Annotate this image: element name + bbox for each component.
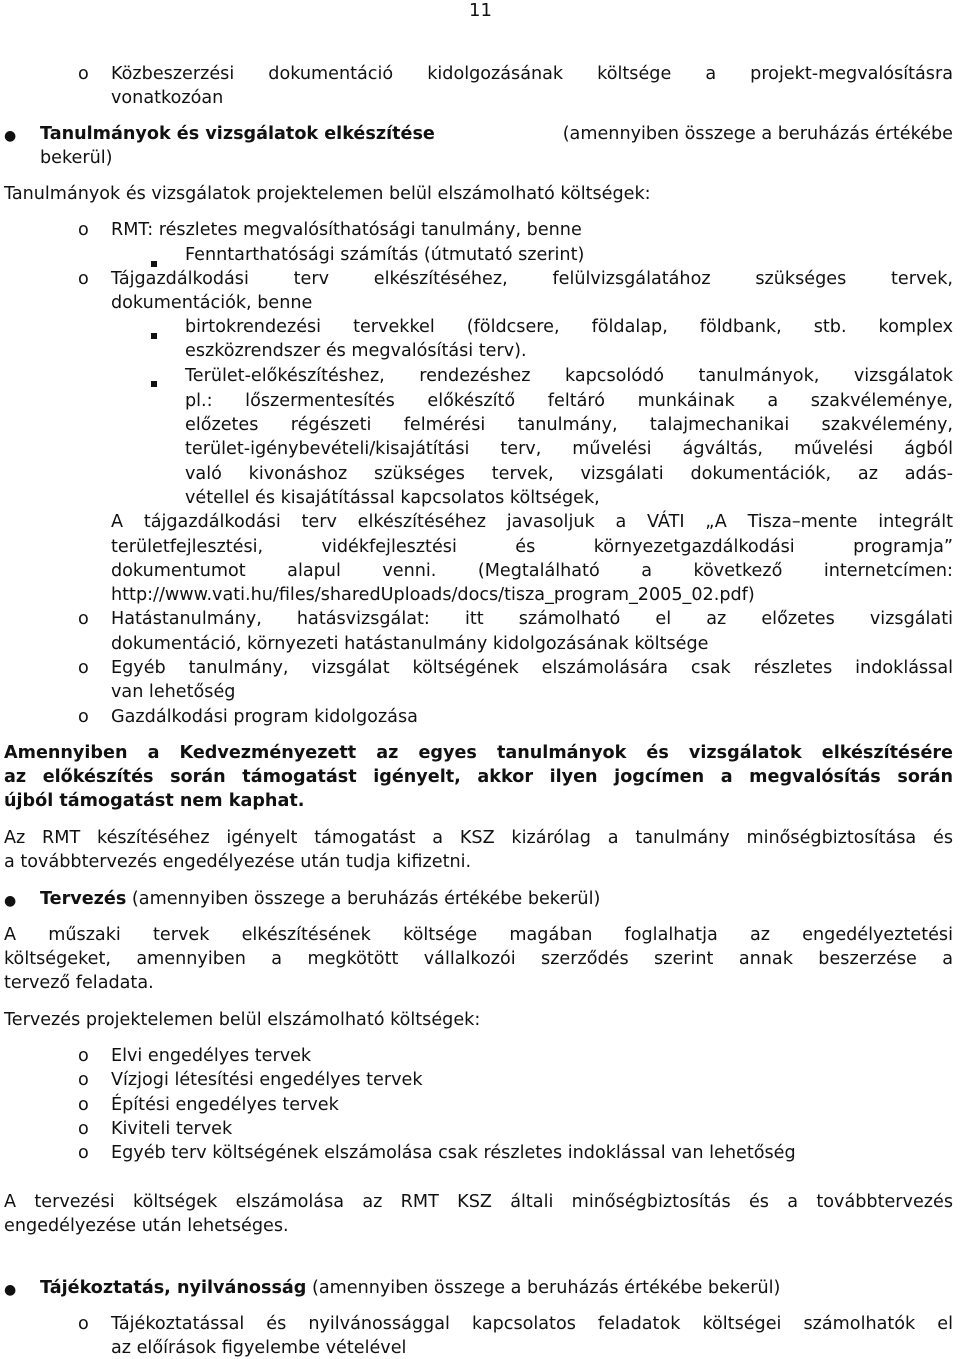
gazdalkodasi-item: Gazdálkodási program kidolgozása [111,707,418,727]
terulet-line-5: való kivonáshoz szükséges tervek, vizsgálati dokumentációk, az adás- [185,464,953,484]
birtokrendezesi-line-1: birtokrendezési tervekkel (földcsere, földalap, földbank, stb. komplex [185,317,953,337]
tervezes-title-bold: Tervezés [40,889,127,909]
square-bullet-icon [151,372,157,392]
tervezes-item: Elvi engedélyes tervek [111,1046,312,1066]
list-marker-circle: o [78,1095,89,1115]
hatastanulmany-line-1: Hatástanulmány, hatásvizsgálat: itt számolható el az előzetes vizsgálati [111,609,953,629]
list-marker-circle: o [78,269,89,289]
list-marker-circle: o [78,707,89,727]
vati-url: http://www.vati.hu/files/sharedUploads/docs/tisza_program_2005_02.pdf) [111,585,755,605]
tervezes-paragraph-line-1: A műszaki tervek elkészítésének költsége magában foglalhatja az engedélyeztetési [4,925,953,945]
vati-line-1: A tájgazdálkodási terv elkészítéséhez javasoljuk a VÁTI „A Tisza–mente integrált [111,512,953,532]
terulet-line-6: vétellel és kisajátítással kapcsolatos költségek, [185,488,600,508]
tervezes-item: Vízjogi létesítési engedélyes tervek [111,1070,423,1090]
fenntarthatosag-item: Fenntarthatósági számítás (útmutató szerint) [185,245,585,265]
tajekoztatas-title-rest: (amennyiben összege a beruházás értékébe bekerül) [311,1278,781,1298]
list-marker-circle: o [78,1070,89,1090]
rmt-item: RMT: részletes megvalósíthatósági tanulmány, benne [111,220,582,240]
list-marker-circle: o [78,658,89,678]
tervezes-item: Kiviteli tervek [111,1119,233,1139]
list-marker-circle: o [78,220,89,240]
tervezes-paragraph-line-2: költségeket, amennyiben a megkötött vállalkozói szerződés szerint annak beszerzése a [4,949,953,969]
tervezes-closing-line-2: engedélyezése után lehetséges. [4,1216,289,1236]
tajekoztatas-item-line-1: Tájékoztatással és nyilvánossággal kapcsolatos feladatok költségei számolhatók el [111,1314,953,1334]
rmt-paragraph-line-1: Az RMT készítéséhez igényelt támogatást a KSZ kizárólag a tanulmány minőségbiztosítása és [4,828,953,848]
square-bullet-icon [151,324,157,344]
vati-line-3: dokumentumot alapul venni. (Megtalálható a következő internetcímen: [111,561,953,581]
list-marker-circle: o [78,609,89,629]
bold-paragraph-line-2: az előkészítés során támogatást igényelt, akkor ilyen jogcímen a megvalósítás során [4,767,953,787]
list-marker-disc: ● [4,1282,17,1298]
list-marker-circle: o [78,1046,89,1066]
terulet-line-3: előzetes régészeti felmérési tanulmány, talajmechanikai szakvélemény, [185,415,953,435]
list-marker-circle: o [78,1119,89,1139]
terulet-line-1: Terület-előkészítéshez, rendezéshez kapcsolódó tanulmányok, vizsgálatok [185,366,953,386]
tervezes-closing-line-1: A tervezési költségek elszámolása az RMT KSZ általi minőségbiztosítás és a továbbtervezés [4,1192,953,1212]
tervezes-intro: Tervezés projektelemen belül elszámolható költségek: [4,1010,481,1030]
tajekoztatas-heading [40,1278,780,1298]
rmt-paragraph-line-2: a továbbtervezés engedélyezése után tudja kifizetni. [4,852,472,872]
tajekoztatas-title-bold: Tájékoztatás, nyilvánosság [40,1278,307,1298]
tervezes-heading [40,889,600,909]
list-marker-disc: ● [4,128,17,144]
tajekoztatas-item-line-2: az előírások figyelembe vételével [111,1338,407,1358]
tervezes-item: Építési engedélyes tervek [111,1095,339,1115]
tanulmanyok-title-bold: Tanulmányok és vizsgálatok elkészítése [40,124,435,144]
kozbeszerzes-line-1: Közbeszerzési dokumentáció kidolgozásának költsége a projekt-megvalósításra [111,64,953,84]
list-marker-disc: ● [4,893,17,909]
vati-line-2: területfejlesztési, vidékfejlesztési és környezetgazdálkodási programja” [111,537,953,557]
bold-paragraph-line-1: Amennyiben a Kedvezményezett az egyes tanulmányok és vizsgálatok elkészítésére [4,743,953,763]
kozbeszerzes-line-2: vonatkozóan [111,88,224,108]
bold-paragraph-line-3: újból támogatást nem kaphat. [4,791,305,811]
egyeb-tanulmany-line-1: Egyéb tanulmány, vizsgálat költségének elszámolására csak részletes indoklással [111,658,953,678]
tervezes-title-rest: (amennyiben összege a beruházás értékébe bekerül) [131,889,601,909]
tanulmanyok-title-rest: (amennyiben összege a beruházás értékébe [562,124,953,144]
birtokrendezesi-line-2: eszközrendszer és megvalósítási terv). [185,341,527,361]
page-number: 11 [469,0,492,21]
tajgazdalkodasi-line-1: Tájgazdálkodási terv elkészítéséhez, felülvizsgálatához szükséges tervek, [111,269,953,289]
list-marker-circle: o [78,64,89,84]
tanulmanyok-title-line-2: bekerül) [40,148,113,168]
tervezes-paragraph-line-3: tervező feladata. [4,973,154,993]
terulet-line-4: terület-igénybevételi/kisajátítási terv, művelési ágváltás, művelési ágból [185,439,953,459]
list-marker-circle: o [78,1314,89,1334]
tajgazdalkodasi-line-2: dokumentációk, benne [111,293,313,313]
list-marker-circle: o [78,1143,89,1163]
tervezes-item: Egyéb terv költségének elszámolása csak részletes indoklással van lehetőség [111,1143,796,1163]
egyeb-tanulmany-line-2: van lehetőség [111,682,236,702]
tanulmanyok-heading [40,124,953,144]
terulet-line-2: pl.: lőszermentesítés előkészítő feltáró munkáinak a szakvéleménye, [185,391,953,411]
tanulmanyok-intro: Tanulmányok és vizsgálatok projektelemen belül elszámolható költségek: [4,184,651,204]
hatastanulmany-line-2: dokumentáció, környezeti hatástanulmány kidolgozásának költsége [111,634,709,654]
